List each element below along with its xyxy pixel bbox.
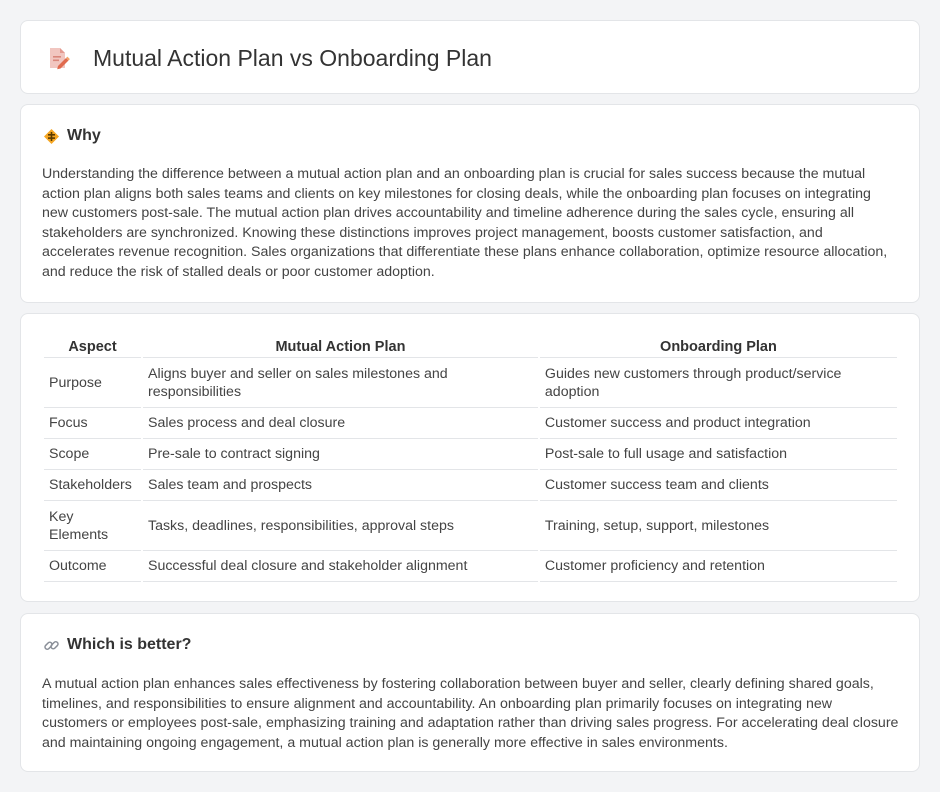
- page-title: Mutual Action Plan vs Onboarding Plan: [93, 44, 492, 71]
- table-row: [44, 551, 897, 582]
- better-heading-row: [43, 636, 191, 654]
- row-mutual-action-plan: Tasks, deadlines, responsibilities, approval steps: [143, 501, 538, 551]
- row-aspect: Key Elements: [44, 501, 141, 551]
- row-aspect: Scope: [44, 439, 141, 470]
- table-row: [44, 470, 897, 501]
- table-row: [44, 439, 897, 470]
- row-aspect: Stakeholders: [44, 470, 141, 501]
- row-aspect: Focus: [44, 408, 141, 439]
- row-mutual-action-plan: Successful deal closure and stakeholder alignment: [143, 551, 538, 582]
- better-heading: Which is better?: [67, 636, 192, 653]
- header-mutual-action-plan: Mutual Action Plan: [143, 334, 538, 358]
- table-header-row: [44, 334, 897, 358]
- table-row: [44, 408, 897, 439]
- table-row: [44, 358, 897, 408]
- row-mutual-action-plan: Pre-sale to contract signing: [143, 439, 538, 470]
- title-card: [20, 20, 920, 94]
- table-row: [44, 501, 897, 551]
- row-mutual-action-plan: Aligns buyer and seller on sales milestones and responsibilities: [143, 358, 538, 408]
- which-is-better-section: [20, 613, 920, 772]
- row-onboarding-plan: Customer proficiency and retention: [540, 551, 897, 582]
- header-onboarding-plan: Onboarding Plan: [540, 334, 897, 358]
- link-icon: [43, 637, 60, 654]
- row-aspect: Purpose: [44, 358, 141, 408]
- why-heading-row: [43, 127, 101, 145]
- lightbulb-icon: [43, 128, 60, 145]
- document-pencil-icon: [45, 45, 71, 71]
- row-onboarding-plan: Customer success and product integration: [540, 408, 897, 439]
- row-mutual-action-plan: Sales team and prospects: [143, 470, 538, 501]
- why-section: [20, 104, 920, 303]
- title-row: [45, 41, 492, 75]
- row-mutual-action-plan: Sales process and deal closure: [143, 408, 538, 439]
- why-heading: Why: [67, 127, 101, 144]
- why-text: Understanding the difference between a mutual action plan and an onboarding plan is crucial for sales success because the mutual action plan aligns both sales teams and clients on key milestones for closing deals, while the onboarding plan focuses on integrating new customers post-sale. The mutual action plan drives accountability and timeline adherence during the sales cycle, ensuring all stakeholders are synchronized. Knowing these distinctions improves project management, boosts customer satisfaction, and accelerates revenue recognition. Sales organizations that differentiate these plans enhance collaboration, optimize resource allocation, and reduce the risk of stalled deals or poor customer adoption.: [42, 166, 888, 280]
- row-onboarding-plan: Customer success team and clients: [540, 470, 897, 501]
- better-text: A mutual action plan enhances sales effectiveness by fostering collaboration between buyer and seller, clearly defining shared goals, timelines, and responsibilities to ensure alignment and accountability. An onboarding plan primarily focuses on integrating new customers or employees post-sale, emphasizing training and adaptation rather than driving sales progress. For accelerating deal closure and maintaining ongoing engagement, a mutual action plan is generally more effective in sales environments.: [42, 676, 899, 751]
- comparison-table: [42, 334, 899, 582]
- row-onboarding-plan: Post-sale to full usage and satisfaction: [540, 439, 897, 470]
- comparison-section: [20, 313, 920, 602]
- row-onboarding-plan: Guides new customers through product/service adoption: [540, 358, 897, 408]
- row-onboarding-plan: Training, setup, support, milestones: [540, 501, 897, 551]
- row-aspect: Outcome: [44, 551, 141, 582]
- header-aspect: Aspect: [44, 334, 141, 358]
